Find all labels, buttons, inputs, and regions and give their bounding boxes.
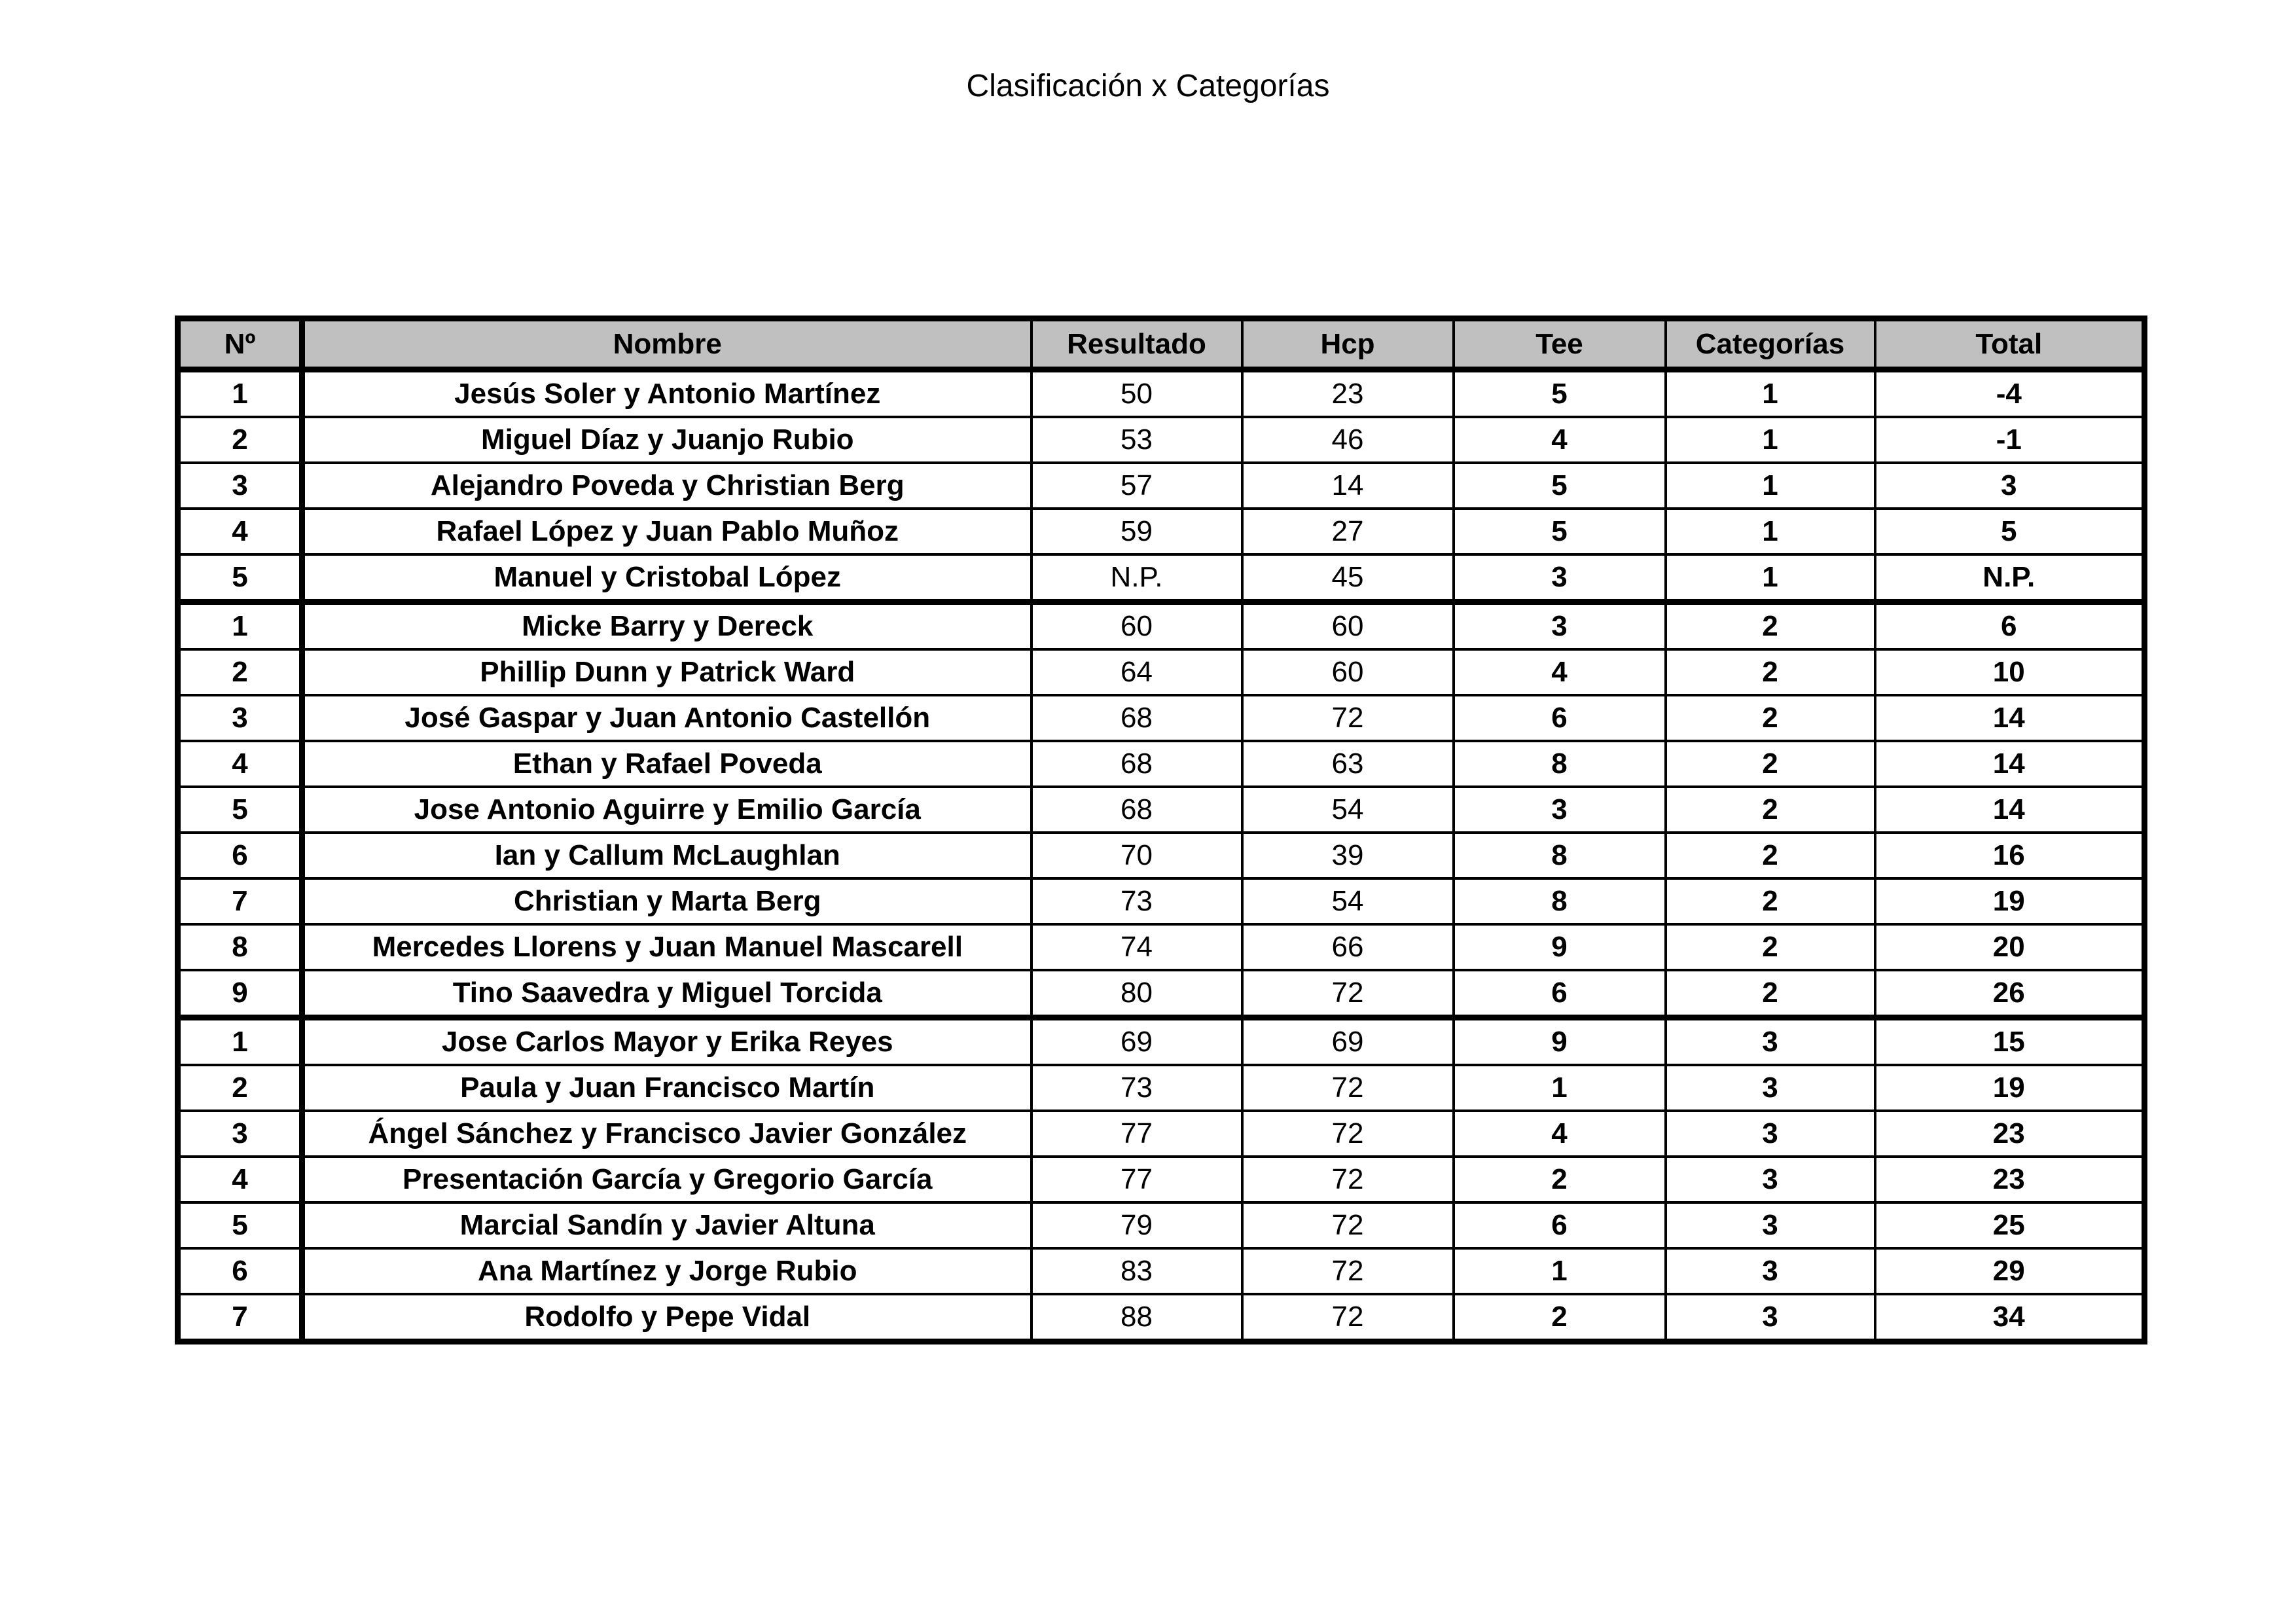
cell-categoria: 2 — [1666, 878, 1875, 924]
cell-tee: 1 — [1454, 1065, 1666, 1111]
cell-no: 3 — [178, 695, 302, 741]
cell-resultado: 57 — [1031, 463, 1242, 509]
cell-nombre: Presentación García y Gregorio García — [302, 1157, 1031, 1202]
cell-tee: 4 — [1454, 1111, 1666, 1157]
cell-no: 6 — [178, 833, 302, 878]
cell-hcp: 72 — [1242, 1248, 1454, 1294]
table-row — [178, 741, 2145, 787]
cell-no: 4 — [178, 741, 302, 787]
cell-categoria: 2 — [1666, 602, 1875, 650]
cell-nombre: Christian y Marta Berg — [302, 878, 1031, 924]
cell-nombre: Ethan y Rafael Poveda — [302, 741, 1031, 787]
header-categorias: Categorías — [1666, 319, 1875, 370]
cell-nombre: Phillip Dunn y Patrick Ward — [302, 649, 1031, 695]
cell-no: 5 — [178, 787, 302, 833]
cell-total: 34 — [1875, 1294, 2145, 1342]
table-row — [178, 554, 2145, 602]
header-no: Nº — [178, 319, 302, 370]
cell-nombre: Micke Barry y Dereck — [302, 602, 1031, 650]
table-row — [178, 602, 2145, 650]
cell-total: N.P. — [1875, 554, 2145, 602]
cell-total: 15 — [1875, 1018, 2145, 1066]
cell-categoria: 3 — [1666, 1248, 1875, 1294]
cell-hcp: 27 — [1242, 509, 1454, 554]
cell-resultado: 60 — [1031, 602, 1242, 650]
cell-no: 2 — [178, 417, 302, 463]
table-body — [178, 370, 2145, 1342]
cell-no: 1 — [178, 1018, 302, 1066]
cell-nombre: Jose Carlos Mayor y Erika Reyes — [302, 1018, 1031, 1066]
cell-nombre: Jose Antonio Aguirre y Emilio García — [302, 787, 1031, 833]
cell-resultado: 69 — [1031, 1018, 1242, 1066]
cell-total: -4 — [1875, 370, 2145, 418]
table-row — [178, 1065, 2145, 1111]
cell-no: 2 — [178, 649, 302, 695]
cell-categoria: 3 — [1666, 1111, 1875, 1157]
cell-total: 6 — [1875, 602, 2145, 650]
cell-total: 10 — [1875, 649, 2145, 695]
table-row — [178, 924, 2145, 970]
cell-tee: 8 — [1454, 833, 1666, 878]
cell-nombre: Alejandro Poveda y Christian Berg — [302, 463, 1031, 509]
cell-hcp: 14 — [1242, 463, 1454, 509]
cell-nombre: Paula y Juan Francisco Martín — [302, 1065, 1031, 1111]
cell-tee: 5 — [1454, 509, 1666, 554]
table-row — [178, 833, 2145, 878]
cell-resultado: 68 — [1031, 695, 1242, 741]
table-row — [178, 878, 2145, 924]
cell-categoria: 2 — [1666, 649, 1875, 695]
cell-no: 6 — [178, 1248, 302, 1294]
cell-total: 19 — [1875, 1065, 2145, 1111]
results-table — [175, 316, 2147, 1344]
cell-no: 2 — [178, 1065, 302, 1111]
cell-hcp: 60 — [1242, 649, 1454, 695]
cell-resultado: 80 — [1031, 970, 1242, 1018]
cell-categoria: 2 — [1666, 787, 1875, 833]
cell-total: 14 — [1875, 741, 2145, 787]
cell-hcp: 66 — [1242, 924, 1454, 970]
table-row — [178, 417, 2145, 463]
table-row — [178, 1018, 2145, 1066]
cell-nombre: Marcial Sandín y Javier Altuna — [302, 1202, 1031, 1248]
cell-nombre: Manuel y Cristobal López — [302, 554, 1031, 602]
table-row — [178, 370, 2145, 418]
table-row — [178, 787, 2145, 833]
cell-categoria: 2 — [1666, 970, 1875, 1018]
cell-nombre: Jesús Soler y Antonio Martínez — [302, 370, 1031, 418]
cell-categoria: 2 — [1666, 695, 1875, 741]
cell-resultado: 68 — [1031, 787, 1242, 833]
cell-resultado: 73 — [1031, 1065, 1242, 1111]
cell-nombre: Tino Saavedra y Miguel Torcida — [302, 970, 1031, 1018]
cell-no: 1 — [178, 602, 302, 650]
cell-categoria: 3 — [1666, 1157, 1875, 1202]
cell-no: 4 — [178, 509, 302, 554]
cell-total: 14 — [1875, 787, 2145, 833]
table-row — [178, 1111, 2145, 1157]
table-row — [178, 1294, 2145, 1342]
cell-total: -1 — [1875, 417, 2145, 463]
cell-hcp: 72 — [1242, 1111, 1454, 1157]
cell-tee: 4 — [1454, 649, 1666, 695]
cell-tee: 3 — [1454, 602, 1666, 650]
cell-no: 5 — [178, 554, 302, 602]
cell-nombre: Miguel Díaz y Juanjo Rubio — [302, 417, 1031, 463]
table-row — [178, 1248, 2145, 1294]
cell-resultado: 68 — [1031, 741, 1242, 787]
cell-resultado: 64 — [1031, 649, 1242, 695]
cell-nombre: Ángel Sánchez y Francisco Javier González — [302, 1111, 1031, 1157]
cell-nombre: Mercedes Llorens y Juan Manuel Mascarell — [302, 924, 1031, 970]
cell-tee: 5 — [1454, 370, 1666, 418]
cell-categoria: 2 — [1666, 833, 1875, 878]
cell-no: 3 — [178, 463, 302, 509]
cell-nombre: José Gaspar y Juan Antonio Castellón — [302, 695, 1031, 741]
cell-tee: 9 — [1454, 1018, 1666, 1066]
table-row — [178, 1157, 2145, 1202]
cell-hcp: 72 — [1242, 970, 1454, 1018]
cell-categoria: 3 — [1666, 1018, 1875, 1066]
cell-nombre: Rafael López y Juan Pablo Muñoz — [302, 509, 1031, 554]
cell-tee: 6 — [1454, 695, 1666, 741]
table-row — [178, 463, 2145, 509]
table-row — [178, 970, 2145, 1018]
cell-resultado: 74 — [1031, 924, 1242, 970]
header-tee: Tee — [1454, 319, 1666, 370]
cell-tee: 6 — [1454, 970, 1666, 1018]
cell-tee: 2 — [1454, 1294, 1666, 1342]
cell-no: 7 — [178, 878, 302, 924]
cell-total: 29 — [1875, 1248, 2145, 1294]
header-total: Total — [1875, 319, 2145, 370]
table-row — [178, 509, 2145, 554]
cell-no: 8 — [178, 924, 302, 970]
table-row — [178, 695, 2145, 741]
page-title: Clasificación x Categorías — [966, 69, 1330, 103]
cell-tee: 1 — [1454, 1248, 1666, 1294]
cell-hcp: 39 — [1242, 833, 1454, 878]
cell-hcp: 72 — [1242, 1157, 1454, 1202]
cell-tee: 8 — [1454, 878, 1666, 924]
cell-hcp: 72 — [1242, 1202, 1454, 1248]
cell-hcp: 72 — [1242, 1294, 1454, 1342]
cell-tee: 3 — [1454, 787, 1666, 833]
cell-hcp: 63 — [1242, 741, 1454, 787]
cell-categoria: 2 — [1666, 741, 1875, 787]
cell-resultado: 53 — [1031, 417, 1242, 463]
cell-total: 23 — [1875, 1157, 2145, 1202]
cell-hcp: 54 — [1242, 787, 1454, 833]
cell-resultado: 77 — [1031, 1111, 1242, 1157]
cell-categoria: 1 — [1666, 370, 1875, 418]
cell-resultado: N.P. — [1031, 554, 1242, 602]
cell-total: 25 — [1875, 1202, 2145, 1248]
cell-categoria: 3 — [1666, 1294, 1875, 1342]
cell-total: 14 — [1875, 695, 2145, 741]
cell-total: 23 — [1875, 1111, 2145, 1157]
cell-tee: 9 — [1454, 924, 1666, 970]
cell-hcp: 72 — [1242, 1065, 1454, 1111]
cell-hcp: 45 — [1242, 554, 1454, 602]
cell-nombre: Ian y Callum McLaughlan — [302, 833, 1031, 878]
cell-no: 7 — [178, 1294, 302, 1342]
cell-categoria: 1 — [1666, 463, 1875, 509]
cell-categoria: 3 — [1666, 1202, 1875, 1248]
table-row — [178, 1202, 2145, 1248]
cell-total: 5 — [1875, 509, 2145, 554]
cell-resultado: 88 — [1031, 1294, 1242, 1342]
cell-categoria: 1 — [1666, 554, 1875, 602]
cell-nombre: Ana Martínez y Jorge Rubio — [302, 1248, 1031, 1294]
cell-resultado: 83 — [1031, 1248, 1242, 1294]
cell-resultado: 77 — [1031, 1157, 1242, 1202]
header-resultado: Resultado — [1031, 319, 1242, 370]
cell-resultado: 73 — [1031, 878, 1242, 924]
header-nombre: Nombre — [302, 319, 1031, 370]
table-row — [178, 649, 2145, 695]
cell-categoria: 3 — [1666, 1065, 1875, 1111]
cell-total: 19 — [1875, 878, 2145, 924]
cell-categoria: 2 — [1666, 924, 1875, 970]
cell-hcp: 72 — [1242, 695, 1454, 741]
cell-total: 20 — [1875, 924, 2145, 970]
cell-resultado: 59 — [1031, 509, 1242, 554]
cell-no: 1 — [178, 370, 302, 418]
cell-hcp: 60 — [1242, 602, 1454, 650]
cell-resultado: 79 — [1031, 1202, 1242, 1248]
cell-categoria: 1 — [1666, 509, 1875, 554]
cell-tee: 2 — [1454, 1157, 1666, 1202]
cell-no: 9 — [178, 970, 302, 1018]
cell-hcp: 23 — [1242, 370, 1454, 418]
cell-hcp: 46 — [1242, 417, 1454, 463]
cell-resultado: 50 — [1031, 370, 1242, 418]
table-header-row — [178, 319, 2145, 370]
cell-categoria: 1 — [1666, 417, 1875, 463]
cell-total: 16 — [1875, 833, 2145, 878]
cell-no: 4 — [178, 1157, 302, 1202]
cell-tee: 3 — [1454, 554, 1666, 602]
cell-total: 26 — [1875, 970, 2145, 1018]
cell-tee: 4 — [1454, 417, 1666, 463]
cell-no: 5 — [178, 1202, 302, 1248]
cell-nombre: Rodolfo y Pepe Vidal — [302, 1294, 1031, 1342]
cell-tee: 5 — [1454, 463, 1666, 509]
cell-total: 3 — [1875, 463, 2145, 509]
header-hcp: Hcp — [1242, 319, 1454, 370]
cell-tee: 6 — [1454, 1202, 1666, 1248]
cell-hcp: 54 — [1242, 878, 1454, 924]
cell-tee: 8 — [1454, 741, 1666, 787]
cell-no: 3 — [178, 1111, 302, 1157]
cell-hcp: 69 — [1242, 1018, 1454, 1066]
cell-resultado: 70 — [1031, 833, 1242, 878]
